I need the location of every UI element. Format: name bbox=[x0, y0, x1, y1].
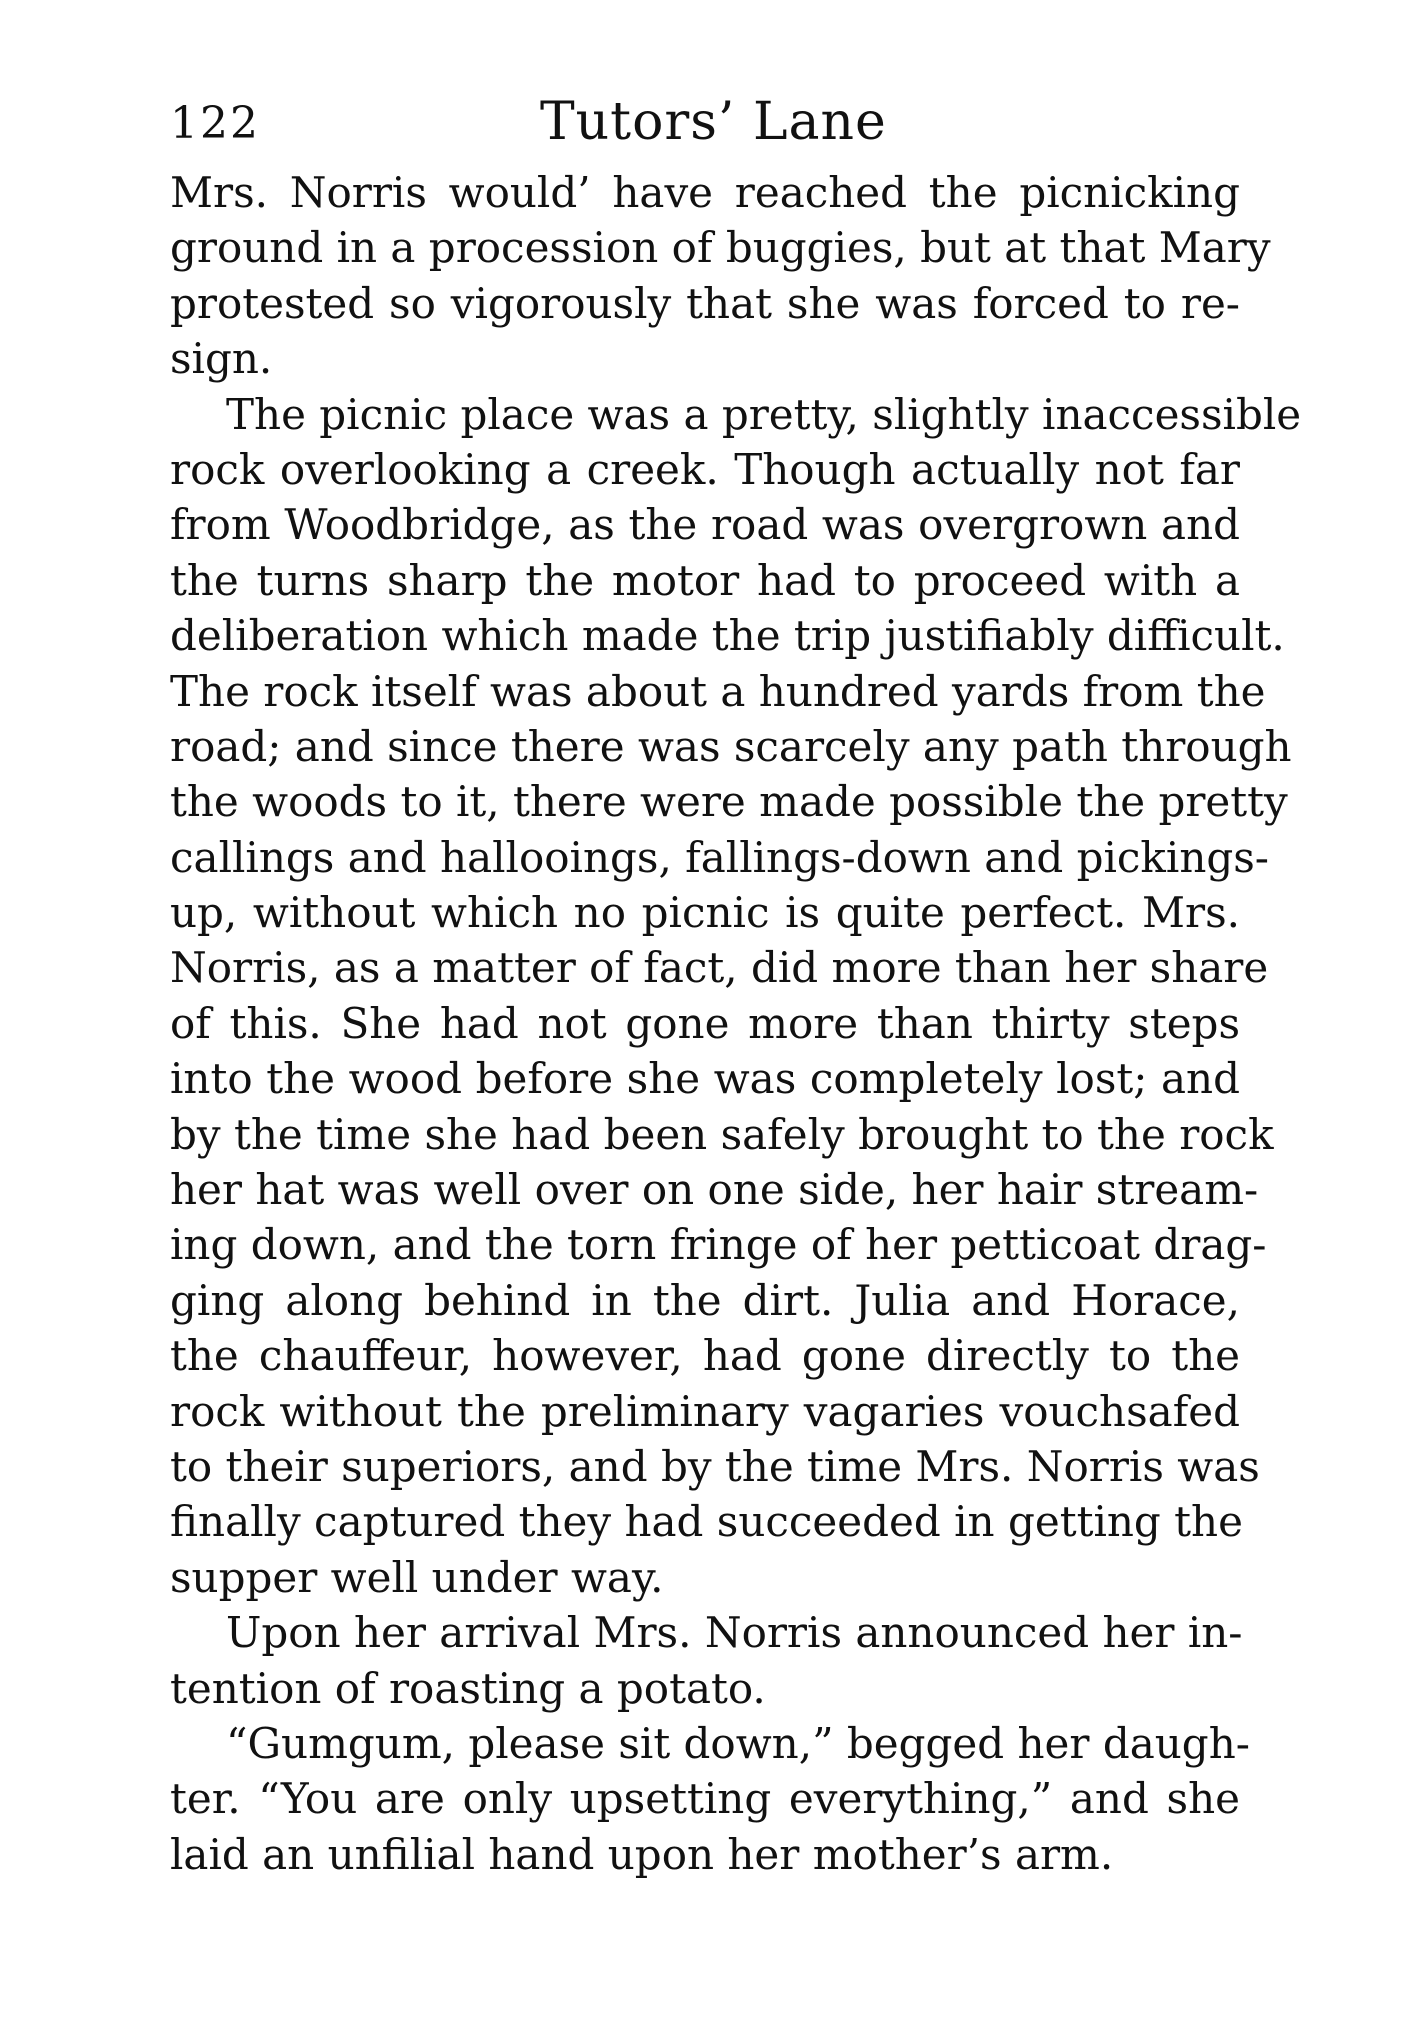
text-line: Upon her arrival Mrs. Norris announced her in- bbox=[226, 1608, 1243, 1658]
body-text bbox=[170, 165, 1302, 1882]
text-line: protested so vigorously that she was forced to re- bbox=[170, 278, 1240, 328]
text-line: Norris, as a matter of fact, did more than her share bbox=[170, 943, 1269, 993]
text-line: finally captured they had succeeded in getting the bbox=[170, 1497, 1243, 1547]
text-line: supper well under way. bbox=[170, 1552, 664, 1602]
page-header bbox=[170, 92, 1240, 152]
text-line: road; and since there was scarcely any path through bbox=[170, 721, 1292, 771]
text-line: to their superiors, and by the time Mrs. Norris was bbox=[170, 1441, 1260, 1491]
running-title: Tutors’ Lane bbox=[540, 92, 887, 152]
text-line: ter. “You are only upsetting everything,” and she bbox=[170, 1774, 1240, 1824]
text-line: deliberation which made the trip justifiably difficult. bbox=[170, 611, 1285, 661]
text-line: Mrs. Norris would’ have reached the picnicking bbox=[170, 168, 1240, 217]
text-line: “Gumgum, please sit down,” begged her daugh- bbox=[226, 1718, 1250, 1768]
text-line: rock overlooking a creek. Though actually not far bbox=[170, 444, 1240, 494]
text-line: The picnic place was a pretty, slightly inaccessible bbox=[226, 389, 1302, 439]
text-line: ground in a procession of buggies, but at that Mary bbox=[170, 223, 1271, 273]
text-line: the woods to it, there were made possible the pretty bbox=[170, 777, 1288, 827]
text-line: ging along behind in the dirt. Julia and Horace, bbox=[170, 1275, 1240, 1325]
text-line: ing down, and the torn fringe of her petticoat drag- bbox=[170, 1220, 1267, 1270]
text-line: from Woodbridge, as the road was overgrown and bbox=[170, 500, 1240, 550]
text-line: sign. bbox=[170, 334, 273, 384]
text-line: her hat was well over on one side, her hair stream- bbox=[170, 1165, 1259, 1215]
text-line: of this. She had not gone more than thirty steps bbox=[170, 998, 1240, 1048]
text-line: into the wood before she was completely lost; and bbox=[170, 1054, 1240, 1104]
page-number: 122 bbox=[170, 98, 260, 149]
text-line: callings and hallooings, fallings-down and pickings- bbox=[170, 832, 1269, 882]
text-line: The rock itself was about a hundred yards from the bbox=[170, 666, 1266, 716]
text-line: laid an unfilial hand upon her mother’s arm. bbox=[170, 1829, 1114, 1879]
text-line: by the time she had been safely brought to the rock bbox=[170, 1109, 1274, 1159]
text-line: up, without which no picnic is quite perfect. Mrs. bbox=[170, 888, 1240, 938]
text-line: tention of roasting a potato. bbox=[170, 1663, 766, 1713]
text-line: the chauffeur, however, had gone directly to the bbox=[170, 1331, 1240, 1381]
text-line: rock without the preliminary vagaries vouchsafed bbox=[170, 1386, 1240, 1436]
text-line: the turns sharp the motor had to proceed with a bbox=[170, 555, 1240, 605]
